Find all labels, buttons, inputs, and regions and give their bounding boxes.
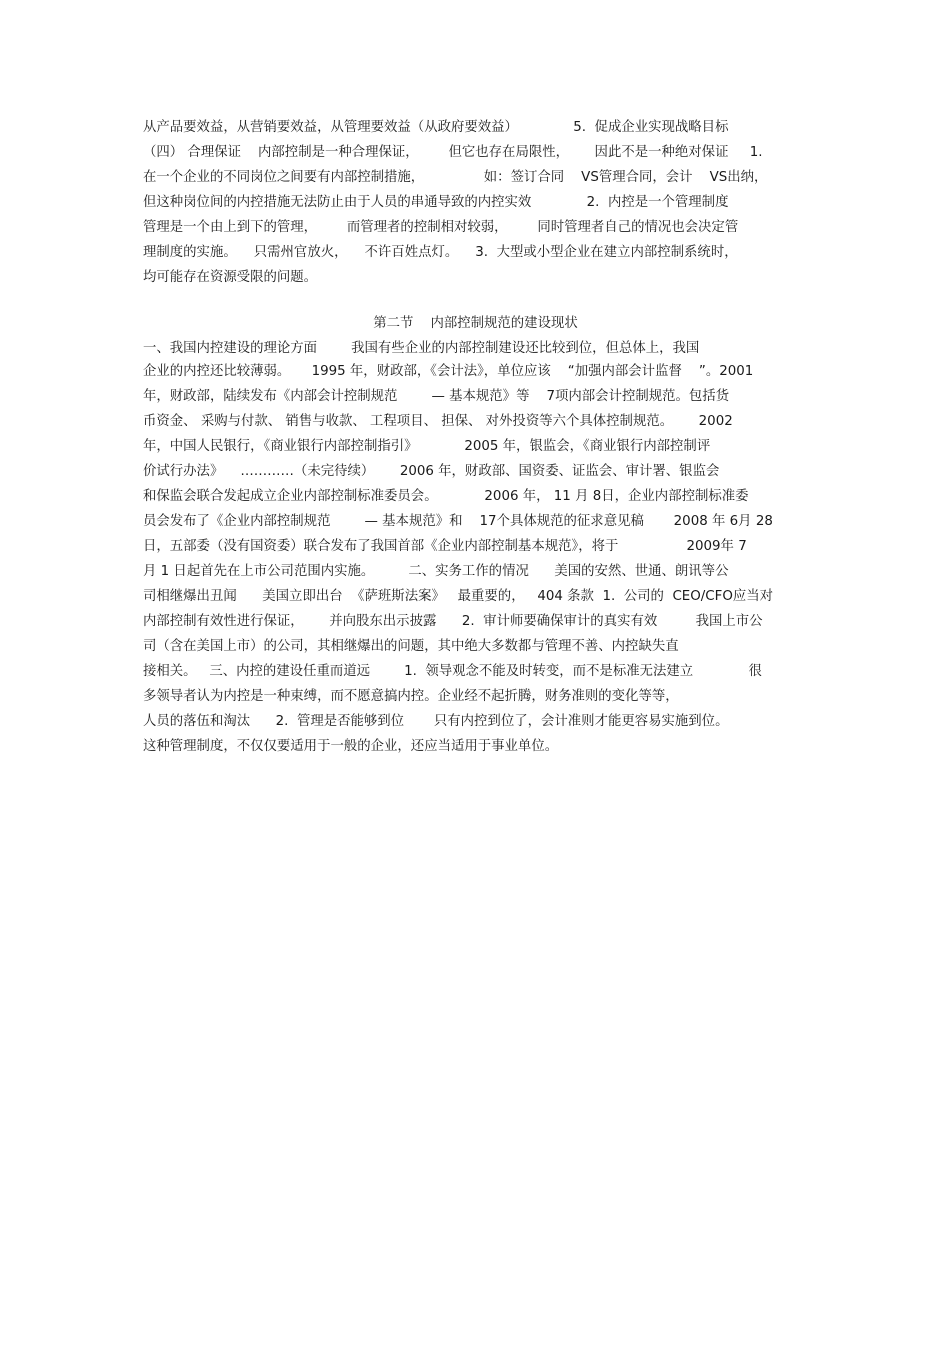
text-line: 人员的落伍和淘汰 2. 管理是否能够到位 只有内控到位了，会计准则才能更容易实施到位。 (143, 714, 729, 729)
text-line: 司（含在美国上市）的公司，其相继爆出的问题，其中绝大多数都与管理不善、内控缺失直 (143, 639, 679, 654)
text-line: 年，中国人民银行，《商业银行内部控制指引》 2005 年，银监会，《商业银行内部控制评 (143, 439, 711, 454)
text-line: 均可能存在资源受限的问题。 (143, 270, 318, 285)
text-line: 管理是一个由上到下的管理， 而管理者的控制相对较弱， 同时管理者自己的情况也会决定管 (143, 220, 739, 235)
text-line: 日，五部委（没有国资委）联合发布了我国首部《企业内部控制基本规范》，将于 2009年 7 (143, 539, 747, 554)
text-line: 月 1 日起首先在上市公司范围内实施。 二、实务工作的情况 美国的安然、世通、朗讯等公 (143, 564, 729, 579)
text-line: 这种管理制度，不仅仅要适用于一般的企业，还应当适用于事业单位。 (143, 739, 559, 754)
text-line: 多领导者认为内控是一种束缚，而不愿意搞内控。企业经不起折腾，财务准则的变化等等， (143, 689, 679, 704)
text-line: 企业的内控还比较薄弱。 1995 年，财政部，《会计法》，单位应该 “加强内部会计监督 ”。2001 (143, 364, 754, 379)
section-heading: 第二节 内部控制规范的建设现状 (373, 316, 578, 331)
text-line: 和保监会联合发起成立企业内部控制标准委员会。 2006 年， 11 月 8日，企业内部控制标准委 (143, 489, 749, 504)
text-line: 价试行办法》 …………（未完待续） 2006 年，财政部、国资委、证监会、审计署、银监会 (143, 464, 720, 479)
text-line: 币资金、 采购与付款、 销售与收款、 工程项目、 担保、 对外投资等六个具体控制规范。 2002 (143, 414, 733, 429)
text-line: （四） 合理保证 内部控制是一种合理保证， 但它也存在局限性， 因此不是一种绝对保证 1. (143, 145, 763, 160)
text-line: 一、我国内控建设的理论方面 我国有些企业的内部控制建设还比较到位，但总体上，我国 (143, 341, 700, 356)
text-line: 员会发布了《企业内部控制规范 — 基本规范》和 17个具体规范的征求意见稿 2008 年 6月 28 (143, 514, 773, 529)
text-line: 司相继爆出丑闻 美国立即出台 《萨班斯法案》 最重要的， 404 条款 1. 公司的 CEO/CFO应当对 (143, 589, 774, 604)
text-line: 理制度的实施。 只需州官放火， 不许百姓点灯。 3. 大型或小型企业在建立内部控制系统时， (143, 245, 738, 260)
text-line: 内部控制有效性进行保证， 并向股东出示披露 2. 审计师要确保审计的真实有效 我国上市公 (143, 614, 763, 629)
text-line: 但这种岗位间的内控措施无法防止由于人员的串通导致的内控实效 2. 内控是一个管理制度 (143, 195, 729, 210)
text-line: 在一个企业的不同岗位之间要有内部控制措施， 如：签订合同 VS管理合同，会计 VS出纳， (143, 170, 768, 185)
text-line: 从产品要效益，从营销要效益，从管理要效益（从政府要效益） 5. 促成企业实现战略目标 (143, 120, 729, 135)
text-line: 年，财政部，陆续发布《内部会计控制规范 — 基本规范》等 7项内部会计控制规范。包括货 (143, 389, 730, 404)
text-line: 接相关。 三、内控的建设任重而道远 1. 领导观念不能及时转变，而不是标准无法建立 很 (143, 664, 762, 679)
